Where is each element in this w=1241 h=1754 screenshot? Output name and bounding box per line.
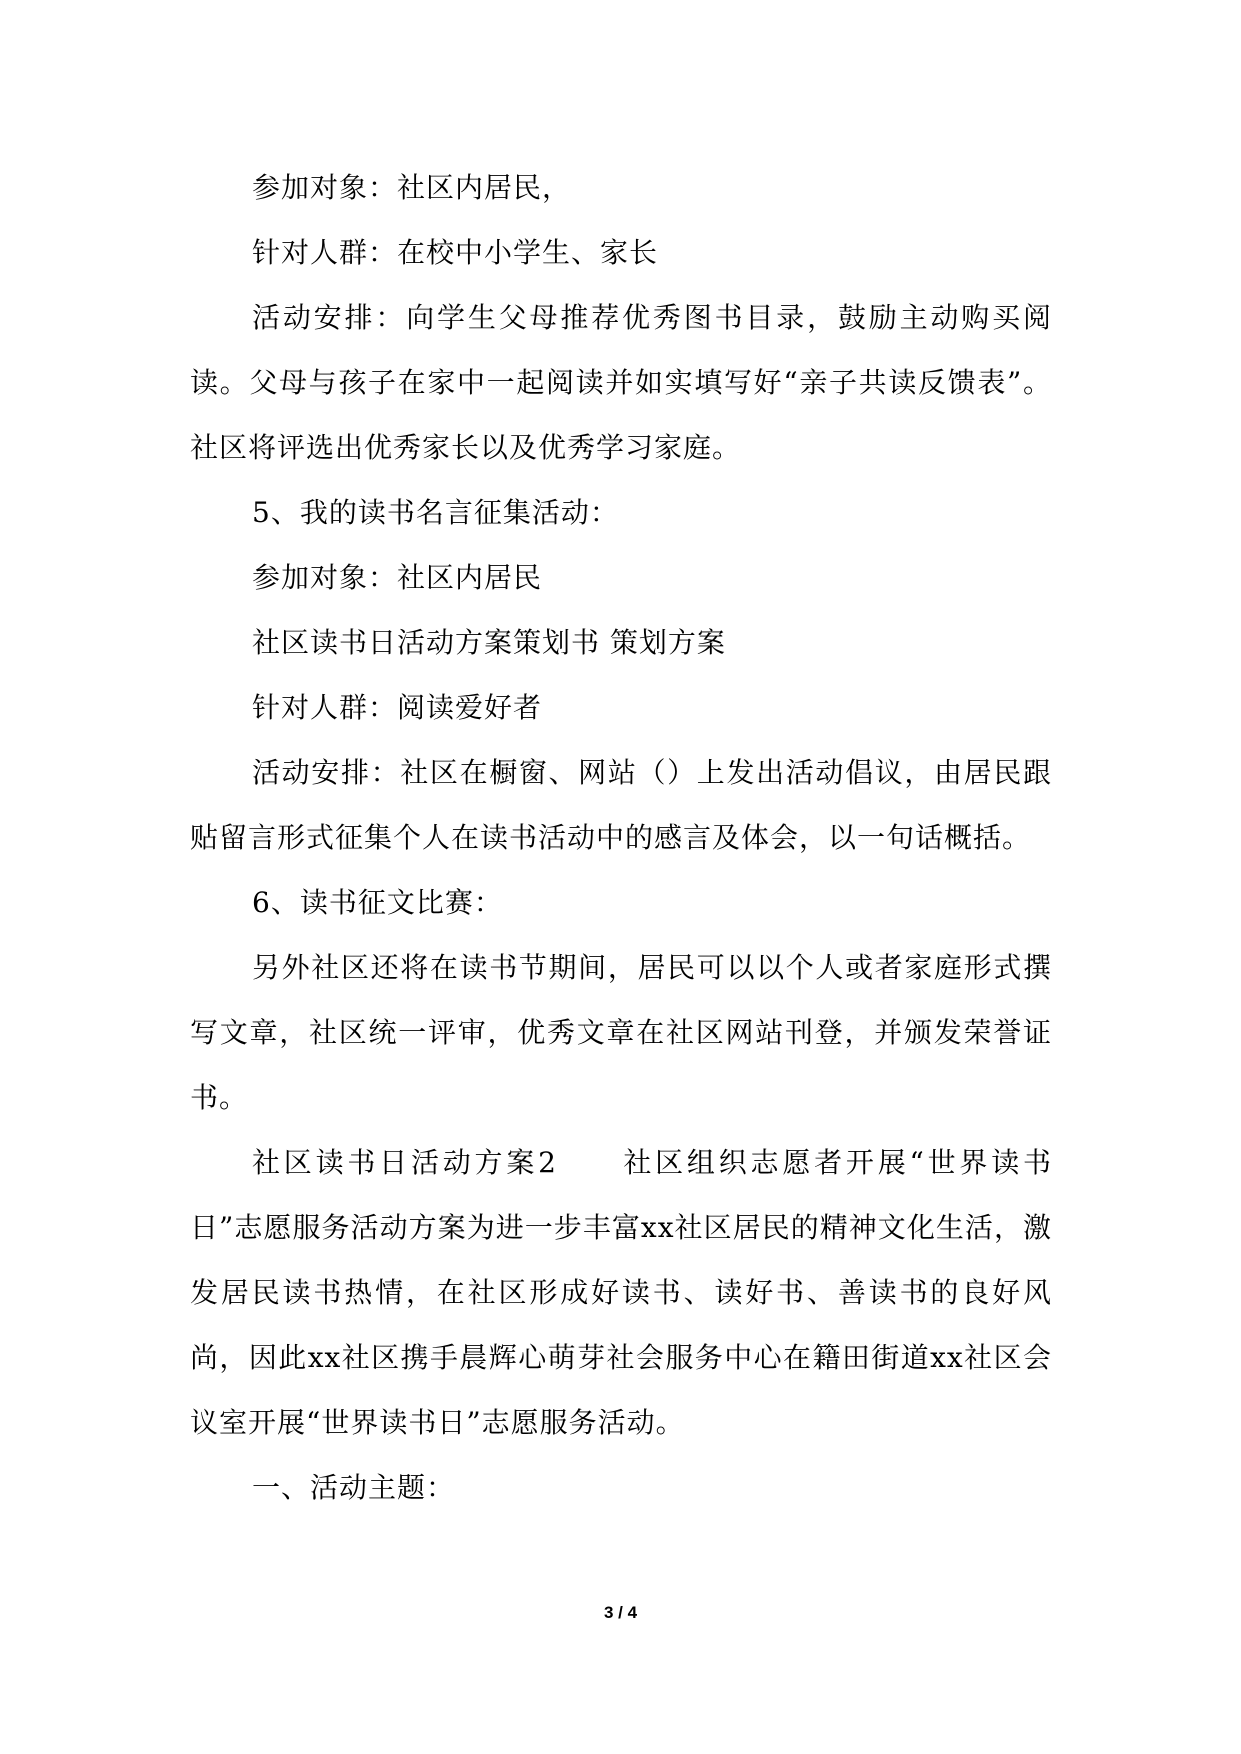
paragraph-arrangement-1: 活动安排：向学生父母推荐优秀图书目录，鼓励主动购买阅读。父母与孩子在家中一起阅读并如实填写好“亲子共读反馈表”。社区将评选出优秀家长以及优秀学习家庭。 — [190, 301, 1052, 464]
section-heading-6: 6、读书征文比赛： — [252, 886, 503, 919]
paragraph-plan-title: 社区读书日活动方案策划书 策划方案 — [252, 626, 726, 659]
paragraph-participants-2: 参加对象：社区内居民 — [252, 561, 543, 594]
section-heading-theme: 一、活动主题： — [252, 1471, 456, 1504]
paragraph-essay-contest: 另外社区还将在读书节期间，居民可以以个人或者家庭形式撰写文章，社区统一评审，优秀文章在社区网站刊登，并颁发荣誉证书。 — [190, 951, 1052, 1114]
paragraph-arrangement-2: 活动安排：社区在橱窗、网站（）上发出活动倡议，由居民跟贴留言形式征集个人在读书活动中的感言及体会，以一句话概括。 — [190, 756, 1052, 854]
document-body — [190, 155, 1052, 1520]
paragraph-target-group-1: 针对人群：在校中小学生、家长 — [252, 236, 659, 269]
paragraph-participants-1: 参加对象：社区内居民， — [252, 171, 572, 204]
paragraph-plan-2: 社区读书日活动方案2 社区组织志愿者开展“世界读书日”志愿服务活动方案为进一步丰富xx社区居民的精神文化生活，激发居民读书热情，在社区形成好读书、读好书、善读书的良好风尚，因此xx社区携手晨辉心萌芽社会服务中心在籍田街道xx社区会议室开展“世界读书日”志愿服务活动。 — [190, 1146, 1052, 1439]
page-number: 3 / 4 — [603, 1603, 638, 1622]
paragraph-target-group-2: 针对人群：阅读爱好者 — [252, 691, 543, 724]
section-heading-5: 5、我的读书名言征集活动： — [252, 496, 619, 529]
